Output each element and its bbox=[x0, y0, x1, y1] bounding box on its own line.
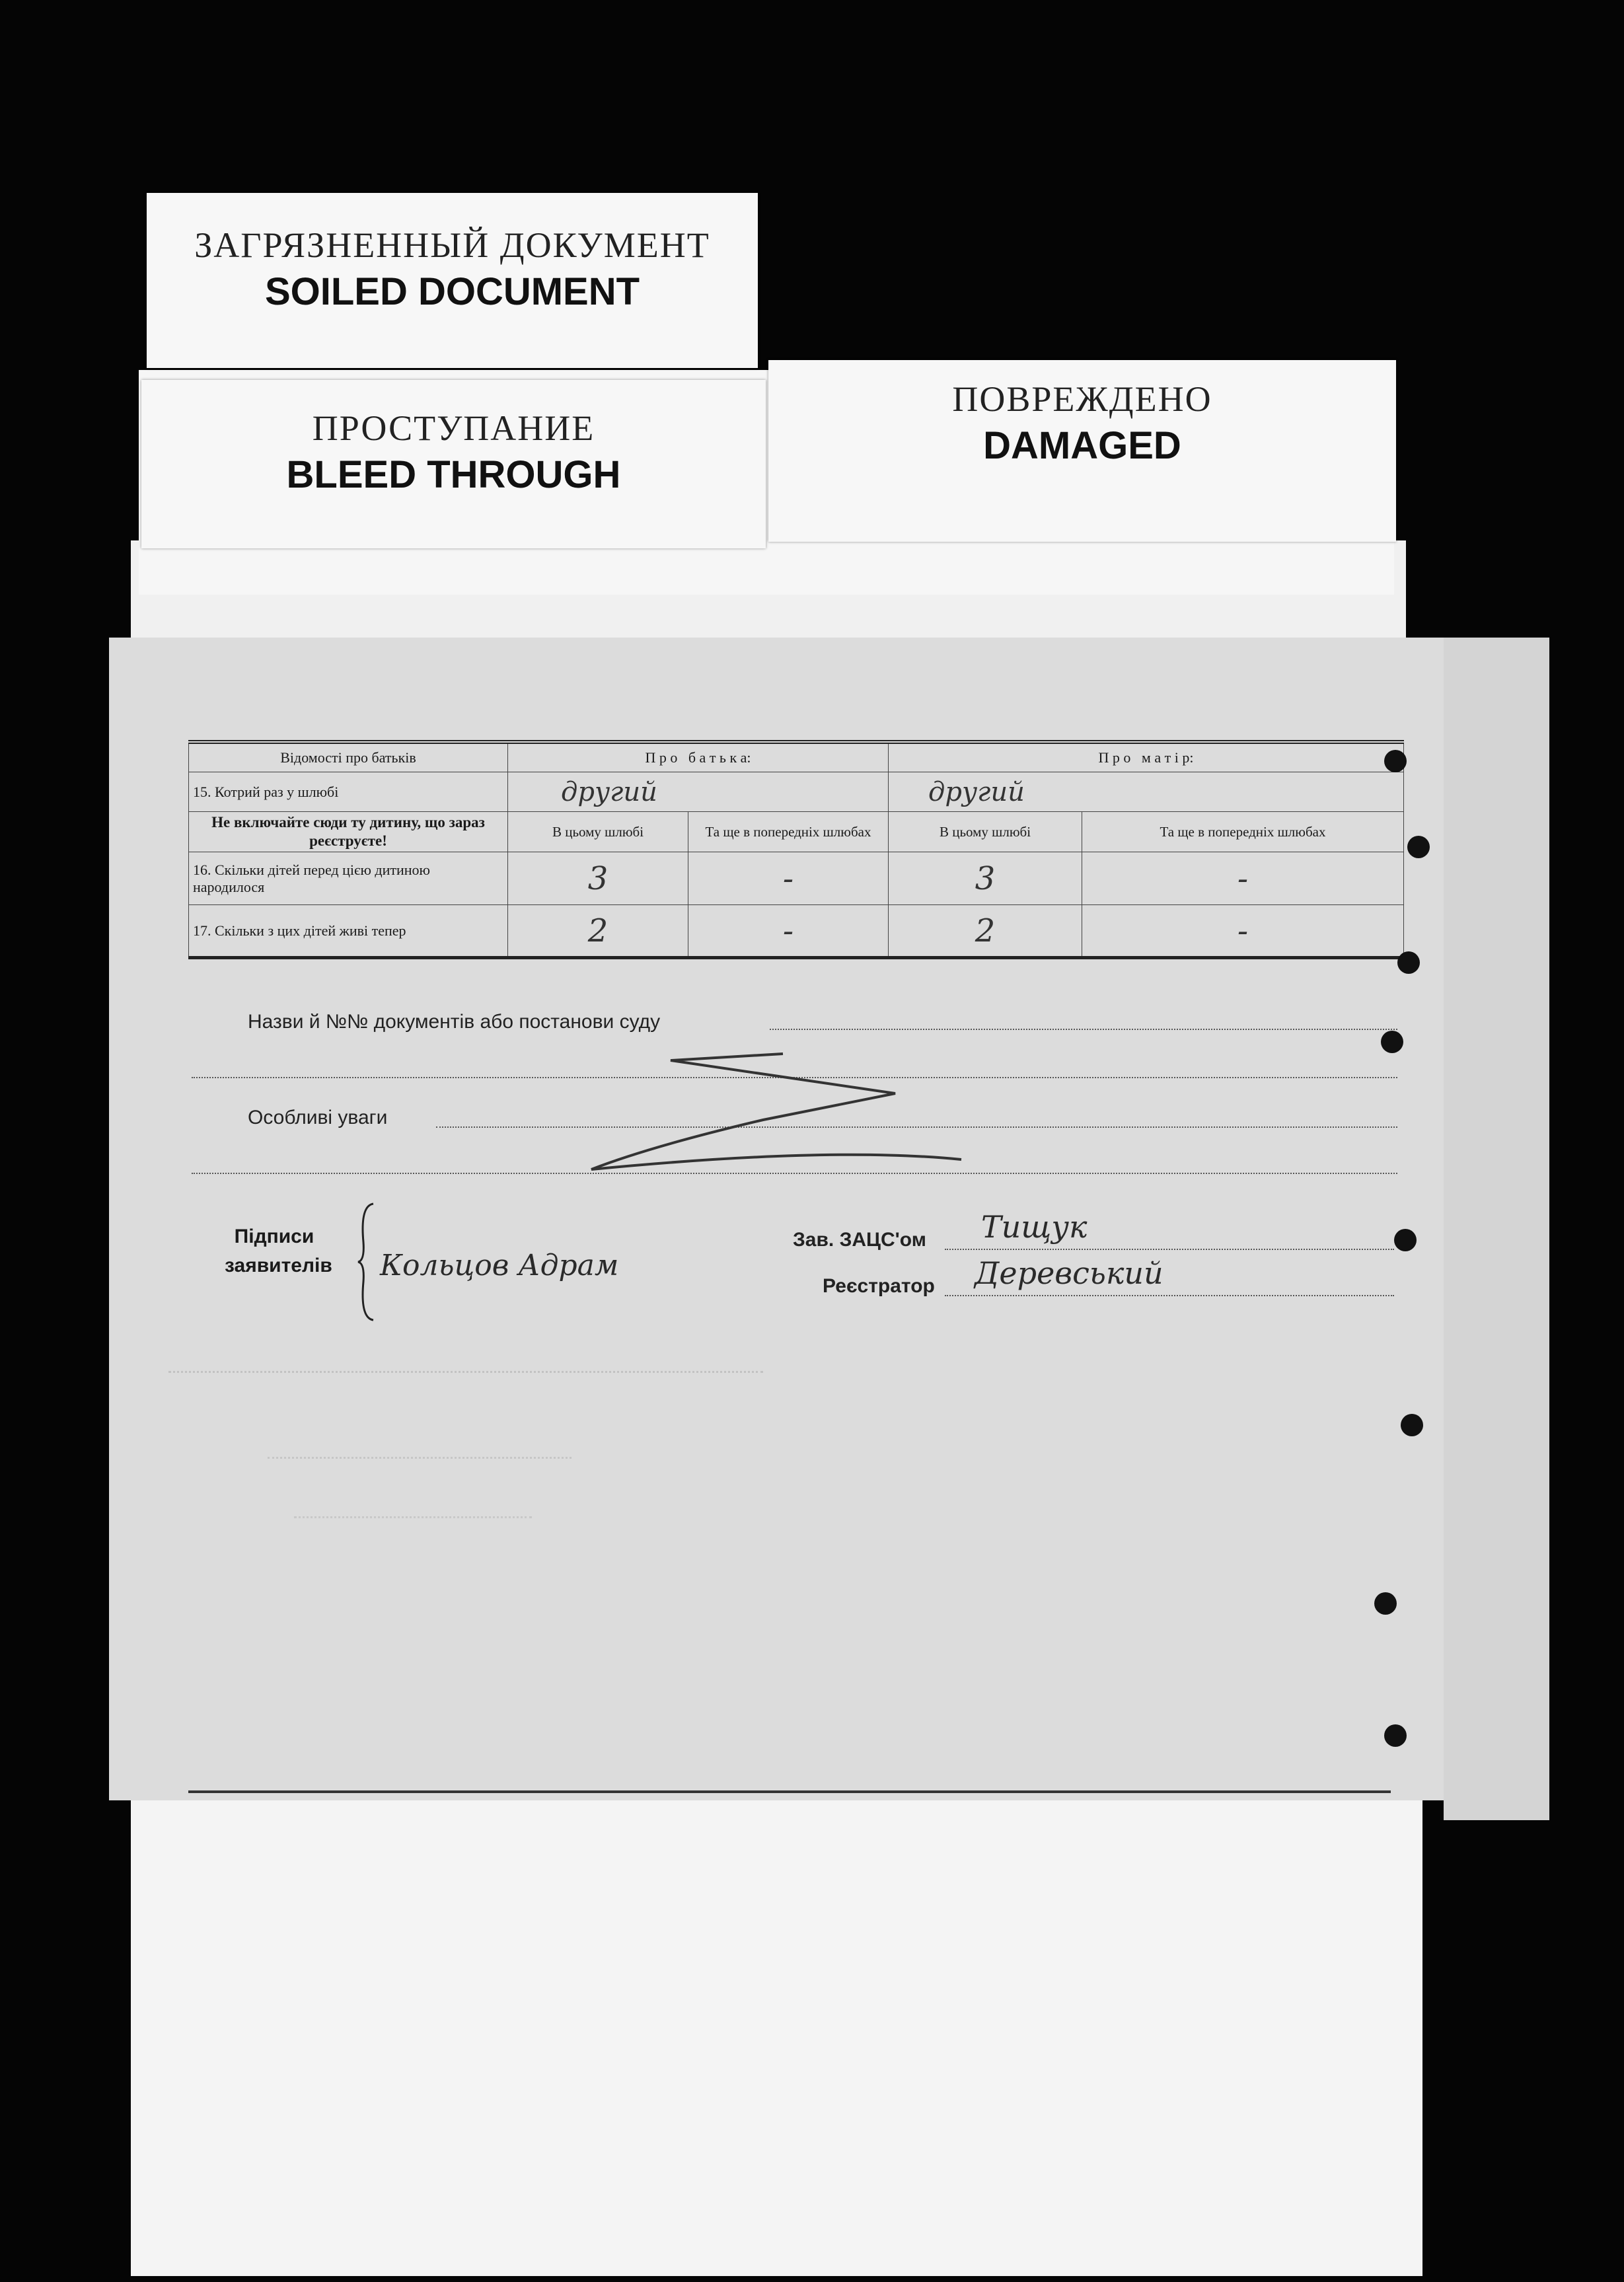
soiled-tag-english: SOILED DOCUMENT bbox=[264, 270, 640, 313]
head-label: Зав. ЗАЦС'ом bbox=[793, 1229, 926, 1251]
row16-father-this: 3 bbox=[508, 852, 688, 905]
header-father: П р о б а т ь к а: bbox=[508, 742, 889, 772]
registrar-label: Реєстратор bbox=[823, 1275, 935, 1297]
row15-father-value: другий bbox=[508, 772, 889, 812]
punch-hole bbox=[1394, 1229, 1417, 1251]
table-row bbox=[189, 772, 1404, 812]
bleed-through-marks-1 bbox=[168, 1371, 763, 1382]
row17-label: 17. Скільки з цих дітей живі тепер bbox=[189, 905, 508, 958]
remarks-cross-out-mark bbox=[565, 1047, 1041, 1179]
bleed-tag-russian: ПРОСТУПАНИЕ bbox=[312, 408, 595, 448]
father-previous-header: Та ще в попередніх шлюбах bbox=[688, 812, 889, 852]
bleed-through-marks-2 bbox=[268, 1457, 572, 1468]
header-parents: Відомості про батьків bbox=[189, 742, 508, 772]
soiled-document-tag bbox=[147, 193, 758, 368]
row17-mother-this: 2 bbox=[889, 905, 1082, 958]
mother-previous-header: Та ще в попередніх шлюбах bbox=[1082, 812, 1404, 852]
table-row bbox=[189, 812, 1404, 852]
row16-label: 16. Скільки дітей перед цією дитиною народилося bbox=[189, 852, 508, 905]
row17-father-this: 2 bbox=[508, 905, 688, 958]
damaged-tag bbox=[768, 360, 1396, 542]
punch-hole bbox=[1397, 951, 1420, 974]
remarks-label: Особливі уваги bbox=[248, 1107, 388, 1128]
signature-brace bbox=[357, 1202, 377, 1321]
bleed-through-tag bbox=[141, 380, 766, 548]
bleed-through-marks-3 bbox=[294, 1516, 532, 1527]
registrar-signature: Деревський bbox=[975, 1255, 1163, 1291]
punch-hole bbox=[1401, 1414, 1423, 1436]
soiled-tag-russian: ЗАГРЯЗНЕННЫЙ ДОКУМЕНТ bbox=[194, 225, 710, 265]
head-signature: Тищук bbox=[981, 1209, 1088, 1245]
damaged-tag-english: DAMAGED bbox=[983, 424, 1181, 467]
father-this-marriage-header: В цьому шлюбі bbox=[508, 812, 688, 852]
punch-hole bbox=[1384, 750, 1407, 772]
row16-mother-this: 3 bbox=[889, 852, 1082, 905]
damaged-tag-russian: ПОВРЕЖДЕНО bbox=[952, 379, 1212, 419]
head-dotted-line bbox=[945, 1249, 1394, 1250]
punch-hole bbox=[1407, 836, 1430, 858]
table-row bbox=[189, 852, 1404, 905]
parents-info-table bbox=[188, 740, 1404, 959]
header-mother: П р о м а т і р: bbox=[889, 742, 1404, 772]
row17-father-prev: - bbox=[688, 905, 889, 958]
form-torn-edge bbox=[1444, 638, 1549, 1820]
bleed-tag-english: BLEED THROUGH bbox=[286, 453, 621, 496]
table-header-row bbox=[189, 742, 1404, 772]
mother-this-marriage-header: В цьому шлюбі bbox=[889, 812, 1082, 852]
documents-dotted-line bbox=[770, 1029, 1397, 1030]
exclude-note: Не включайте сюди ту дитину, що зараз реєструєте! bbox=[189, 812, 508, 852]
table-row bbox=[189, 905, 1404, 958]
row15-label: 15. Котрий раз у шлюбі bbox=[189, 772, 508, 812]
row17-mother-prev: - bbox=[1082, 905, 1404, 958]
documents-label: Назви й №№ документів або постанови суду bbox=[248, 1011, 661, 1033]
punch-hole bbox=[1374, 1592, 1397, 1615]
row16-mother-prev: - bbox=[1082, 852, 1404, 905]
applicant-signature: Кольцов Адрам bbox=[380, 1249, 619, 1282]
form-sheet bbox=[109, 638, 1444, 1800]
punch-hole bbox=[1384, 1724, 1407, 1747]
form-bottom-rule bbox=[188, 1790, 1391, 1793]
row16-father-prev: - bbox=[688, 852, 889, 905]
punch-hole bbox=[1381, 1031, 1403, 1053]
backing-sheet-lower bbox=[131, 1797, 1422, 2276]
registrar-dotted-line bbox=[945, 1295, 1394, 1296]
row15-mother-value: другий bbox=[889, 772, 1404, 812]
signatures-label: Підписи заявителів bbox=[225, 1226, 332, 1276]
